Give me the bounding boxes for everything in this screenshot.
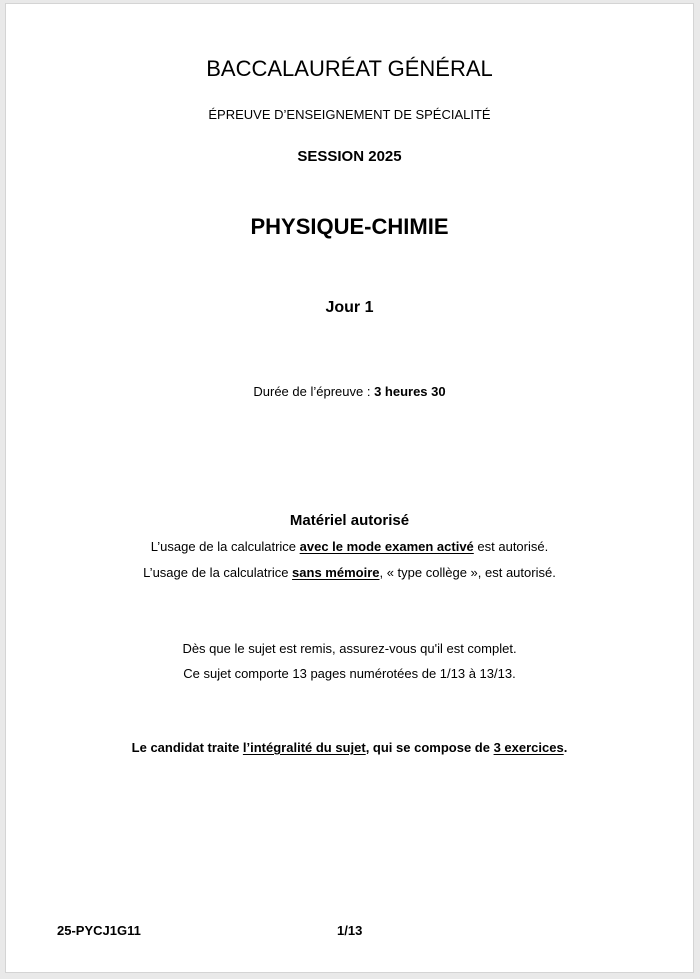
rule1-emphasis: avec le mode examen activé — [299, 539, 474, 554]
document-page — [5, 3, 694, 973]
rule2-emphasis: sans mémoire — [292, 565, 380, 580]
exam-type: ÉPREUVE D’ENSEIGNEMENT DE SPÉCIALITÉ — [208, 107, 491, 122]
rule1-prefix: L’usage de la calculatrice — [150, 539, 300, 554]
exam-title: BACCALAURÉAT GÉNÉRAL — [206, 56, 493, 81]
duration-line — [6, 384, 693, 399]
page-number: 1/13 — [337, 923, 363, 938]
subject-day: Jour 1 — [325, 299, 374, 316]
footer-code: 25-PYCJ1G11 — [57, 923, 141, 938]
session-label: SESSION 2025 — [297, 148, 402, 165]
rule1-suffix: est autorisé. — [473, 539, 549, 554]
duration-value: 3 heures 30 — [374, 384, 446, 399]
candidate-middle: , qui se compose de — [365, 740, 494, 755]
candidate-emphasis-2: 3 exercices — [493, 740, 564, 755]
rule2-suffix: , « type collège », est autorisé. — [379, 565, 556, 580]
duration-label: Durée de l’épreuve : — [253, 384, 375, 399]
rule2-prefix: L’usage de la calculatrice — [143, 565, 293, 580]
subject-title: PHYSIQUE-CHIMIE — [250, 214, 449, 239]
candidate-emphasis-1: l’intégralité du sujet — [242, 740, 366, 755]
candidate-prefix: Le candidat traite — [131, 740, 243, 755]
candidate-instruction — [6, 740, 693, 755]
materiel-heading: Matériel autorisé — [289, 512, 410, 529]
info-line-2: Ce sujet comporte 13 pages numérotées de 1/13 à 13/13. — [183, 666, 516, 681]
info-line-1: Dès que le sujet est remis, assurez-vous qu'il est complet. — [182, 641, 517, 656]
calculator-rule-1 — [6, 539, 693, 554]
candidate-suffix: . — [563, 740, 568, 755]
calculator-rule-2 — [6, 565, 693, 580]
